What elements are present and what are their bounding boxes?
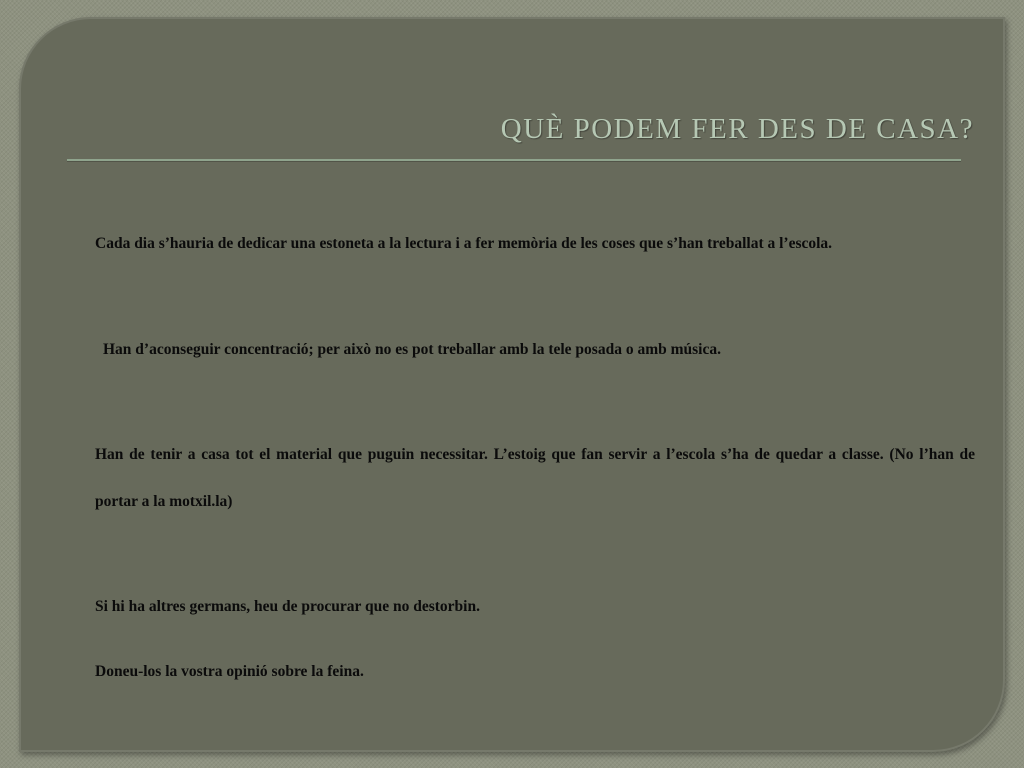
paragraph-opinion: Doneu-los la vostra opinió sobre la feina. xyxy=(95,663,364,680)
paragraph-concentration: Han d’aconseguir concentració; per això no es pot treballar amb la tele posada o amb música. xyxy=(103,341,721,358)
title-underline-divider xyxy=(67,159,961,161)
paragraph-reading-memory: Cada dia s’hauria de dedicar una estoneta a la lectura i a fer memòria de les coses que s’han treballat a l’escola. xyxy=(95,235,833,252)
paragraph-siblings: Si hi ha altres germans, heu de procurar que no destorbin. xyxy=(95,598,480,615)
slide-title: QUÈ PODEM FER DES DE CASA? xyxy=(500,113,974,145)
paragraph-materials: Han de tenir a casa tot el material que puguin necessitar. L’estoig que fan servir a l’escola s’ha de quedar a classe. (No l’han de portar a la motxil.la) xyxy=(95,446,975,510)
